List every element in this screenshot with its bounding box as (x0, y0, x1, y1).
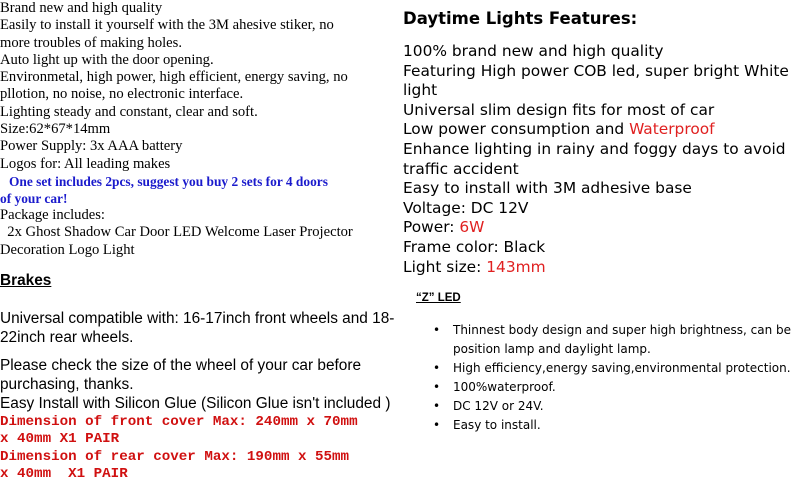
bullet-icon: • (433, 418, 441, 432)
brakes-heading: Brakes (0, 272, 52, 289)
package-line: Decoration Logo Light (0, 241, 135, 258)
product-description (0, 0, 400, 173)
description-line: Auto light up with the door opening. (0, 51, 214, 68)
bullet-icon: • (433, 399, 441, 413)
brakes-section (0, 310, 400, 484)
dimension-line: x 40mm X1 PAIR (0, 466, 128, 483)
package-line: Package includes: (0, 206, 105, 223)
bullet-icon: • (433, 361, 441, 375)
feature-text: 100% brand new and high quality (403, 42, 664, 60)
dimension-line: Dimension of rear cover Max: 190mm x 55mm (0, 448, 350, 465)
zled-list (429, 321, 800, 435)
zled-item (429, 397, 800, 416)
dimension-line: x 40mm X1 PAIR (0, 431, 120, 448)
brakes-line: 22inch rear wheels. (0, 328, 134, 346)
promo-note (0, 173, 400, 207)
zled-item-text: 100%waterproof. (453, 380, 556, 394)
feature-item (403, 258, 800, 278)
zled-item-text: High efficiency,energy saving,environmental protection. (453, 361, 791, 375)
brakes-dimensions (0, 414, 400, 484)
zled-item (429, 416, 800, 435)
feature-item (403, 120, 800, 140)
feature-text: Light size: (403, 257, 487, 276)
brakes-compatibility (0, 310, 400, 347)
feature-text: Voltage: DC 12V (403, 198, 529, 217)
zled-item (429, 321, 800, 359)
description-line: Logos for: All leading makes (0, 155, 171, 172)
zled-title: “Z” LED (416, 292, 461, 304)
feature-item (403, 101, 800, 121)
feature-item (403, 62, 800, 101)
zled-item-text: Thinnest body design and super high brightness, can be position lamp and daylight lamp. (453, 323, 792, 356)
description-line: Lighting steady and constant, clear and soft. (0, 103, 258, 120)
feature-item (403, 199, 800, 219)
feature-item (403, 42, 800, 62)
feature-text: Frame color: Black (403, 237, 546, 256)
feature-highlight: 143mm (486, 257, 546, 276)
feature-item (403, 218, 800, 238)
description-line: Easily to install it yourself with the 3M ahesive stiker, no (0, 17, 334, 34)
feature-item (403, 140, 800, 179)
feature-text: Low power consumption and (403, 120, 630, 139)
feature-highlight: Waterproof (629, 120, 715, 139)
description-line: Brand new and high quality (0, 0, 163, 16)
zled-item-text: DC 12V or 24V. (453, 399, 544, 413)
dimension-line: Dimension of front cover Max: 240mm x 70mm (0, 413, 358, 430)
brakes-line: Easy Install with Silicon Glue (Silicon Glue isn't included ) (0, 394, 391, 412)
feature-text: Featuring High power COB led, super bright White light (403, 61, 794, 100)
feature-text: Universal slim design fits for most of car (403, 100, 715, 119)
left-column (0, 0, 400, 483)
zled-item-text: Easy to install. (453, 418, 541, 432)
feature-item (403, 179, 800, 199)
features-list (403, 42, 800, 277)
description-line: more troubles of making holes. (0, 34, 182, 51)
brakes-instructions (0, 357, 400, 413)
feature-text: Enhance lighting in rainy and foggy days to avoid traffic accident (403, 139, 791, 178)
promo-line: of your car! (0, 190, 68, 206)
description-line: Power Supply: 3x AAA battery (0, 138, 183, 155)
zled-item (429, 378, 800, 397)
brakes-line: Universal compatible with: 16-17inch front wheels and 18- (0, 310, 395, 327)
feature-text: Power: (403, 218, 460, 237)
feature-text: Easy to install with 3M adhesive base (403, 179, 692, 198)
feature-item (403, 238, 800, 258)
features-title: Daytime Lights Features: (403, 9, 638, 28)
description-line: Size:62*67*14mm (0, 121, 111, 138)
feature-highlight: 6W (459, 218, 485, 237)
description-line: Environmetal, high power, high efficient, energy saving, no (0, 69, 348, 86)
bullet-icon: • (433, 323, 441, 337)
description-line: pllotion, no noise, no electronic interface. (0, 86, 244, 103)
brakes-line: Please check the size of the wheel of your car before (0, 357, 362, 375)
zled-item (429, 359, 800, 378)
promo-line: One set includes 2pcs, suggest you buy 2 sets for 4 doors (9, 173, 328, 189)
bullet-icon: • (433, 380, 441, 394)
package-includes (0, 207, 400, 259)
brakes-line: purchasing, thanks. (0, 376, 134, 394)
package-line: 2x Ghost Shadow Car Door LED Welcome Laser Projector (0, 224, 353, 241)
